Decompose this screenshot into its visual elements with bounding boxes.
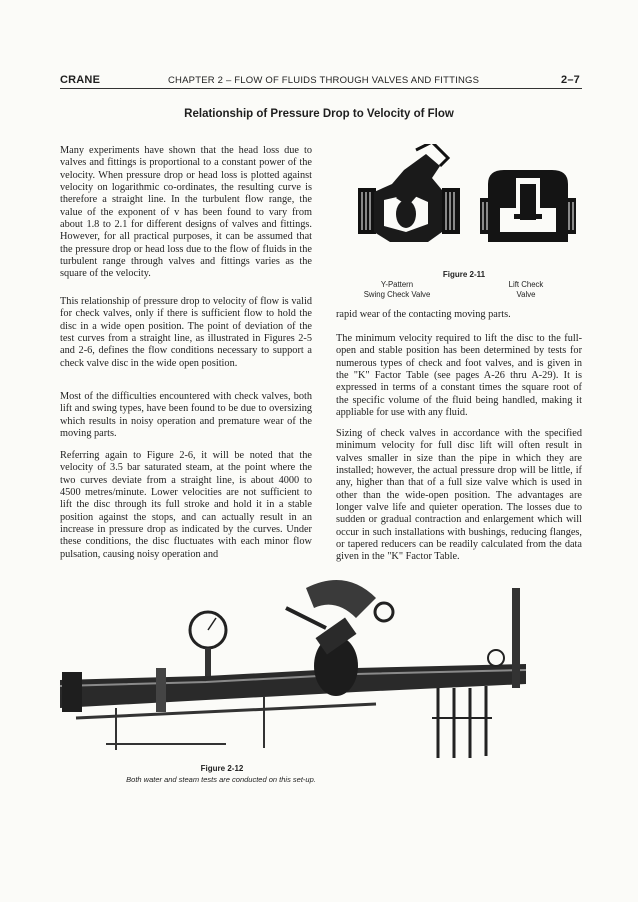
- section-title: Relationship of Pressure Drop to Velocity of Flow: [184, 108, 454, 120]
- test-setup-photo: [56, 568, 586, 758]
- left-paragraph-4: Referring again to Figure 2-6, it will be noted that the velocity of 3.5 bar saturated steam, at the point where the two curves deviate from a straight line, is about 4000 to 4500 metres/minute. Lower velocities are not sufficient to lift the disc through its full stroke and hold it in a stable position against the stops, and can actually result in an increase in pressure drop as indicated by the curves. Under these conditions, the disc fluctuates with each minor flow pulsation, causing noisy operation and: [60, 450, 312, 560]
- page-number: 2–7: [561, 74, 580, 86]
- right-paragraph-1: rapid wear of the contacting moving parts.: [336, 309, 511, 320]
- figure-2-11: [336, 140, 582, 300]
- lift-check-valve-drawing: [480, 158, 576, 258]
- running-header-publisher: CRANE: [60, 74, 101, 86]
- lift-check-caption-line-1: Lift Check: [508, 280, 544, 289]
- lift-check-caption-line-2: Valve: [516, 290, 536, 299]
- y-pattern-swing-check-valve-drawing: [344, 144, 474, 256]
- left-paragraph-2: This relationship of pressure drop to velocity of flow is valid for check valves, only if there is sufficient flow to hold the disc in a wide open position. The point of deviation of the test curves from a straight line, as illustrated in Figures 2-5 and 2-6, defines the flow conditions necessary to support a check valve disc in the wide open position.: [60, 296, 312, 369]
- figure-2-12: [56, 568, 586, 790]
- left-paragraph-3: Most of the difficulties encountered with check valves, both lift and swing types, have been found to be due to oversizing which results in noisy operation and premature wear of the moving parts.: [60, 391, 312, 440]
- header-rule: [60, 88, 582, 89]
- right-paragraph-3: Sizing of check valves in accordance with the specified minimum velocity for full disc lift will often result in valves smaller in size than the pipe in which they are installed; however, the actual pressure drop will be little, if any, higher than that of a full size valve which is used in other than the wide-open position. The advantages are longer valve life and quieter operation. The losses due to sudden or gradual contraction and enlargement which will occur in such installations with bushings, reducing flanges, or tapered reducers can be readily calculated from the data given in the "K" Factor Table.: [336, 428, 582, 563]
- y-pattern-caption-line-1: Y-Pattern: [380, 280, 414, 289]
- y-pattern-caption-line-2: Swing Check Valve: [363, 290, 431, 299]
- figure-2-11-label: Figure 2-11: [442, 270, 486, 279]
- figure-2-12-label: Figure 2-12: [200, 764, 244, 773]
- right-paragraph-2: The minimum velocity required to lift the disc to the full-open and stable position has been determined by tests for numerous types of check and foot valves, and is given in the "K" Factor Table (see pages A-26 thru A-29). It is expressed in terms of a constant times the square root of the specific volume of the fluid being handled, making it appliable for use with any fluid.: [336, 333, 582, 419]
- left-paragraph-1: Many experiments have shown that the head loss due to valves and fittings is proportional to a constant power of the velocity. When pressure drop or head loss is plotted against velocity on logarithmic co-ordinates, the resulting curve is therefore a straight line. In the turbulent flow range, the value of the exponent of v has been found to vary from about 1.8 to 2.1 for different designs of valves and fittings. However, for all practical purposes, it can be assumed that the pressure drop or head loss due to the flow of fluids in the turbulent range through valves and fittings varies as the square of the velocity.: [60, 145, 312, 280]
- running-header-chapter: CHAPTER 2 – FLOW OF FLUIDS THROUGH VALVES AND FITTINGS: [168, 75, 480, 86]
- figure-2-12-caption: Both water and steam tests are conducted on this set-up.: [126, 775, 316, 784]
